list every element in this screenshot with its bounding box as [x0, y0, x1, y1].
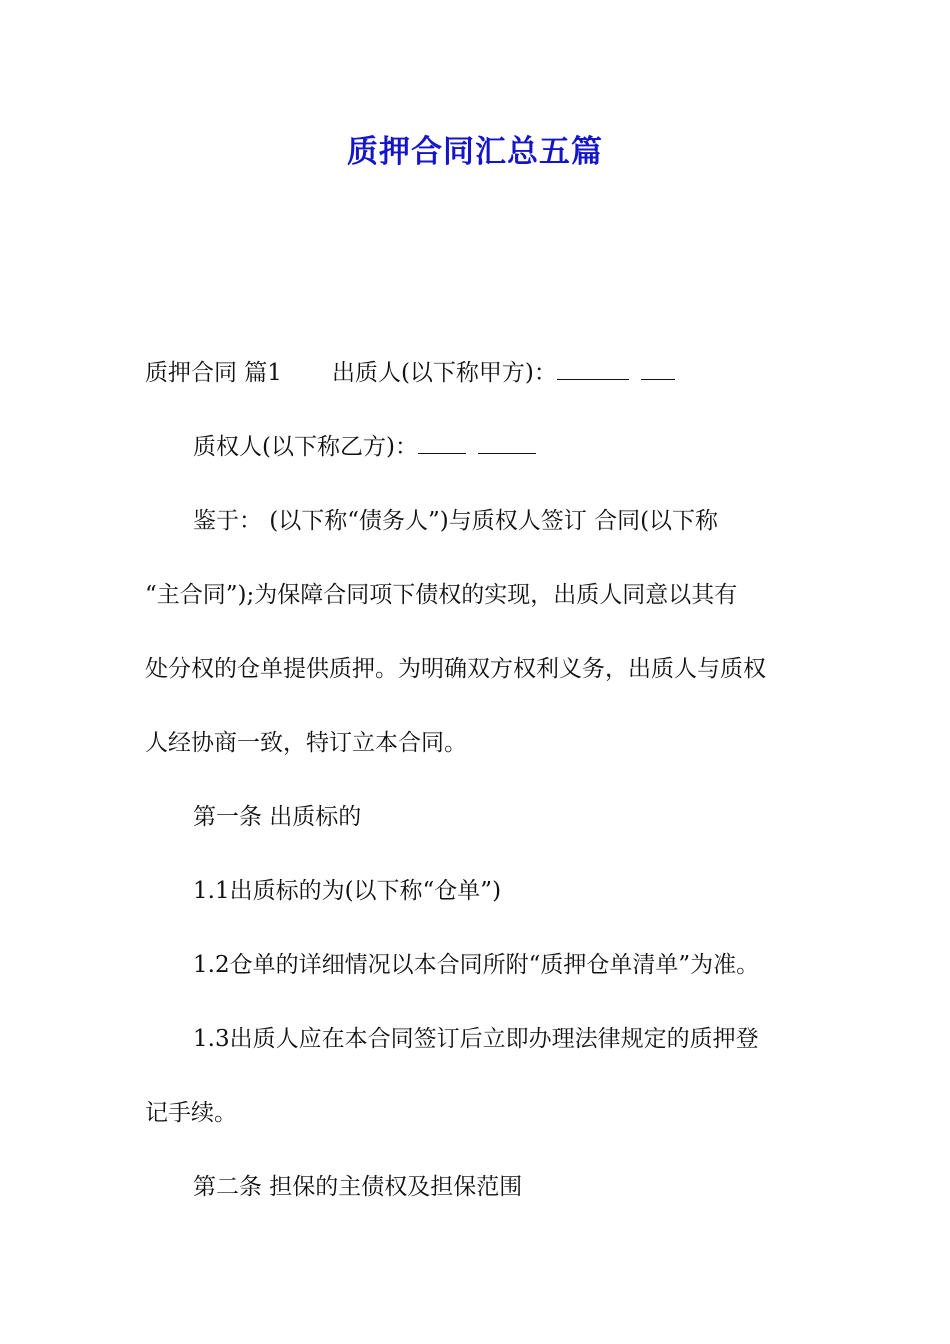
pledgor-blank-field-2 — [641, 359, 675, 380]
pledgee-blank-field — [418, 433, 466, 454]
contract-header-label: 质押合同 篇1 — [145, 360, 282, 386]
pledgee-label: 质权人(以下称乙方)： — [193, 434, 418, 460]
recital-paragraph-line: 人经协商一致，特订立本合同。 — [145, 730, 467, 756]
recital-paragraph-line: 鉴于： (以下称“债务人”)与质权人签订 合同(以下称 — [193, 508, 719, 534]
pledgee-line — [145, 410, 810, 484]
recital-paragraph-line: 处分权的仓单提供质押。为明确双方权利义务，出质人与质权 — [145, 656, 766, 682]
clause-1-2: 1.2仓单的详细情况以本合同所附“质押仓单清单”为准。 — [193, 952, 760, 978]
clause-1-1: 1.1出质标的为(以下称“仓单”) — [193, 878, 502, 904]
article-1-heading: 第一条 出质标的 — [193, 804, 362, 830]
clause-1-3: 1.3出质人应在本合同签订后立即办理法律规定的质押登 — [193, 1026, 759, 1052]
pledgor-label: 出质人(以下称甲方)： — [331, 360, 557, 386]
pledgee-blank-field-2 — [478, 433, 536, 454]
recital-paragraph-line: “主合同”);为保障合同项下债权的实现，出质人同意以其有 — [145, 582, 738, 608]
clause-1-3-continuation: 记手续。 — [145, 1100, 237, 1126]
article-2-heading: 第二条 担保的主债权及担保范围 — [193, 1174, 523, 1200]
header-line — [145, 336, 810, 410]
pledgor-blank-field — [557, 359, 629, 380]
document-body — [145, 336, 810, 1224]
document-title: 质押合同汇总五篇 — [347, 134, 603, 170]
